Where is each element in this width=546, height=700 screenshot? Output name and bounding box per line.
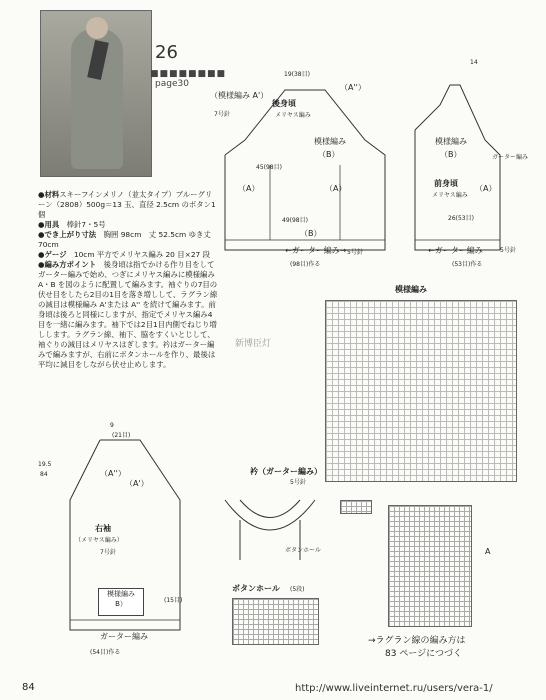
pattern-chart (325, 300, 517, 482)
gauge-title: ●ゲージ (38, 250, 67, 259)
points-title: ●編み方ポイント (38, 260, 97, 269)
instructions (38, 190, 218, 370)
buttonhole-chart (232, 598, 319, 645)
dot-row: ■■■■■■■■ (150, 69, 227, 79)
back-pattern-a-prime: （模様編み A'） (210, 91, 269, 100)
sleeve-pattern-b: 模様編み (107, 590, 135, 598)
collar-needle: 5号針 (290, 479, 306, 486)
back-title: 後身頃 (272, 99, 296, 108)
tools-title: ●用具 (38, 220, 60, 229)
footer-text-2: 83 ページにつづく (385, 649, 462, 659)
front-num-2653: 26(53目) (448, 215, 474, 222)
points-text: 後身頃は指でかける作り目をしてガーター編みで始め、つぎにメリヤス編みに模様編み A・B を図のように配置して編みます。袖ぐりの7目の伏せ目をしたら2目の1目を落き増しして、ラグラン線の減目は模様編み A'または A'' を続けて編みます。前身頃は後ろと同様にしますが、指定でメリヤス編み4目を一緒に編みます。袖下では2目1目内側でねじり増しします。ラグラン線、袖下、脇をすくいとじして、袖ぐりの減目はメリヤスはぎします。衿はガーター編みで編みますが、右前にボタンホールを作り、最後は平均に減目をしながら伏せ止めします。 (38, 260, 218, 369)
sleeve-subtitle: （メリヤス編み） (75, 537, 123, 544)
gauge-text: 10cm 平方でメリヤス編み 20 目×27 段 (73, 250, 210, 259)
collar-note: ボタンホール (285, 547, 321, 554)
materials-title: ●材料 (38, 190, 60, 199)
back-a2: （A''） (340, 83, 366, 92)
sleeve-measure-195: 19.5 (38, 461, 52, 468)
sleeve-garter: ガーター編み (100, 632, 148, 641)
sleeve-bottom: (54目)作る (90, 649, 121, 656)
front-subtitle: メリヤス編み (432, 192, 468, 199)
back-garter: ←ガーター編み→ (285, 246, 347, 255)
front-needle: 5号針 (500, 247, 516, 254)
back-needle-7: 7号針 (214, 111, 230, 118)
sleeve-top: 9 (110, 422, 114, 429)
size-title: ●でき上がり寸法 (38, 230, 97, 239)
front-garter: ←ガーター編み (428, 246, 483, 255)
pattern-a-chart (388, 505, 472, 627)
back-subtitle: メリヤス編み (275, 112, 311, 119)
front-dim-14: 14 (470, 59, 478, 66)
footer-text-1: →ラグラン線の編み方は (368, 636, 466, 646)
front-a-right: （A） (475, 184, 497, 193)
small-swatch (340, 500, 372, 514)
sleeve-a2: （A'） (125, 479, 149, 488)
front-title: 前身頃 (434, 179, 458, 188)
pattern-chart-title: 模様編み (395, 285, 427, 294)
model-head (86, 17, 108, 39)
sleeve-needle: 7号針 (100, 549, 116, 556)
sleeve-a1: （A''） (100, 469, 126, 478)
back-width-top: 19(38目) (284, 71, 310, 78)
sleeve-title: 右袖 (95, 524, 111, 533)
page-ref: page30 (155, 79, 189, 89)
sleeve-top2: (21目) (112, 432, 131, 439)
collar-title: 衿（ガーター編み） (250, 467, 322, 476)
size-text: 胸囲 98cm 丈 52.5cm ゆき丈 70cm (38, 230, 211, 249)
back-a-right: （A） (325, 184, 347, 193)
back-pattern-b2: （B） (318, 150, 340, 159)
tools-text: 棒針7・5号 (66, 220, 106, 229)
back-width-bottom: (98目)作る (290, 261, 321, 268)
sleeve-measure-84: 84 (40, 471, 48, 478)
front-pattern-b: （B） (440, 150, 462, 159)
buttonhole-note: (5段) (290, 586, 305, 593)
front-garter-side: ガーター編み (492, 154, 529, 161)
back-num-45: 45(98目) (256, 164, 282, 171)
sleeve-pattern-box (98, 588, 144, 616)
back-num-49: 49(98目) (282, 217, 308, 224)
watermark: 新博臣灯 (235, 339, 272, 349)
back-a-left: （A） (238, 184, 260, 193)
front-width-bottom: (53目)作る (452, 261, 483, 268)
back-b-bottom: （B） (300, 229, 322, 238)
back-needle-5: 5号針 (347, 249, 363, 256)
page-number: 84 (22, 682, 35, 693)
back-pattern-b: 模様編み (314, 137, 346, 146)
buttonhole-title: ボタンホール (232, 584, 280, 593)
sleeve-measure-15: (15目) (164, 597, 183, 604)
model-photo (40, 10, 152, 177)
pattern-a-label: A (485, 547, 491, 556)
sleeve-pattern-b2: B） (115, 600, 127, 608)
source-url[interactable]: http://www.liveinternet.ru/users/vera-1/ (295, 683, 493, 694)
materials-text: スキーフインメリノ（並太タイプ）ブルーグリーン（2808）500g＝13 玉、直径 2.5cm のボタン1個 (38, 190, 216, 219)
pattern-number: 26 (155, 42, 178, 63)
front-pattern: 模様編み (435, 137, 467, 146)
